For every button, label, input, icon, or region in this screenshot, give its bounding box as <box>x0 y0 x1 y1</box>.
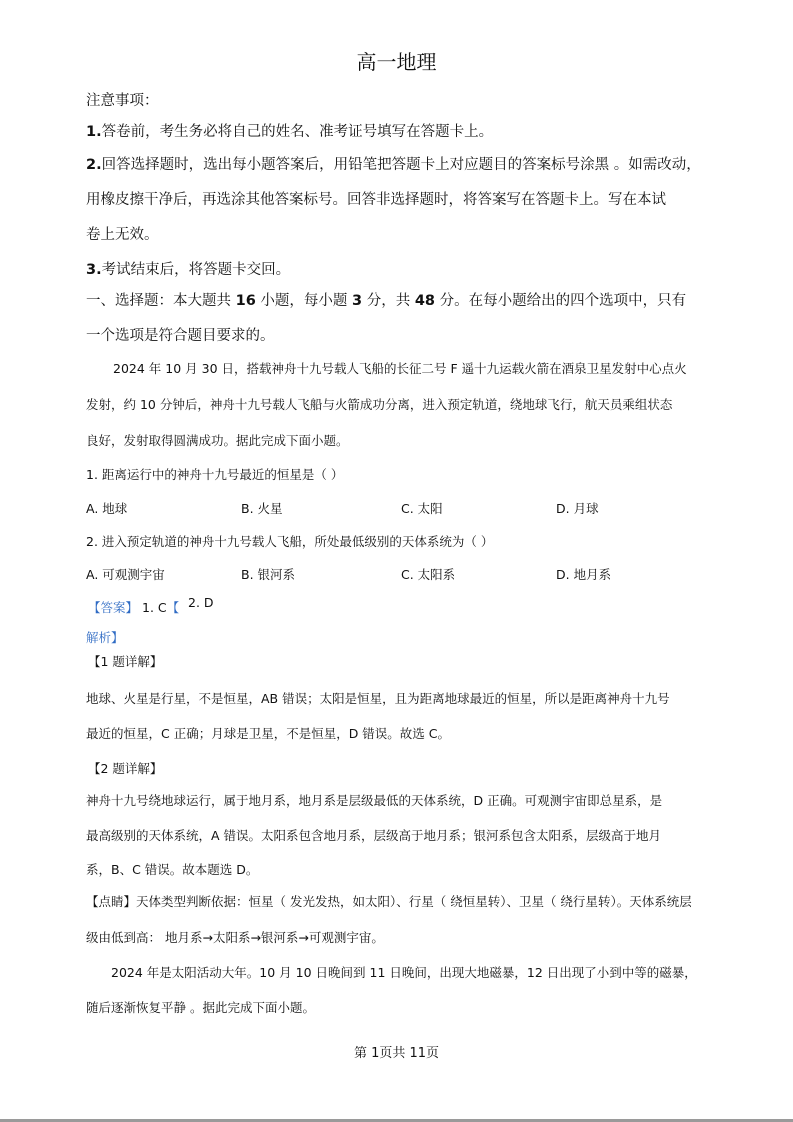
page-footer: 第 1页共 11页 <box>353 1046 440 1061</box>
question-2-option-b: B. 银河系 <box>241 567 296 582</box>
note-2-line-3: 卷上无效。 <box>86 227 159 243</box>
question-1-option-b: B. 火星 <box>241 501 283 516</box>
passage-1-line-3: 良好，发射取得圆满成功。据此完成下面小题。 <box>86 433 349 448</box>
tip-line-1: 【点睛】天体类型判断依据：恒星（ 发光发热，如太阳）、行星（ 绕恒星转）、卫星（ 绕行星转）。天体系统层 <box>86 894 692 909</box>
note-3 <box>86 258 290 279</box>
answer-line <box>88 598 179 616</box>
tip-label: 【点睛】 <box>86 894 137 909</box>
question-1-option-c: C. 太阳 <box>401 501 443 516</box>
detail-2-line-3: 系，B、C 错误。故本题选 D。 <box>86 862 259 877</box>
detail-2-heading: 【2 题详解】 <box>88 761 163 776</box>
detail-1-line-2: 最近的恒星，C 正确；月球是卫星，不是恒星，D 错误。故选 C。 <box>86 726 451 741</box>
section-heading-line-2: 一个选项是符合题目要求的。 <box>86 328 275 344</box>
analysis-label: 解析】 <box>86 630 124 645</box>
note-2-line-2: 用橡皮擦干净后，再选涂其他答案标号。回答非选择题时，将答案写在答题卡上。写在本试 <box>86 192 666 208</box>
detail-2-line-1: 神舟十九号绕地球运行，属于地月系，地月系是层级最低的天体系统，D 正确。可观测宇宙即总星系，是 <box>86 793 663 808</box>
detail-2-line-2: 最高级别的天体系统，A 错误。太阳系包含地月系，层级高于地月系；银河系包含太阳系，层级高于地月 <box>86 828 662 843</box>
detail-1-line-1: 地球、火星是行星，不是恒星，AB 错误；太阳是恒星，且为距离地球最近的恒星，所以是距离神舟十九号 <box>86 691 670 706</box>
tip-line-2: 级由低到高： 地月系→太阳系→银河系→可观测宇宙。 <box>86 930 384 945</box>
answer-1: 1. C <box>142 600 167 615</box>
question-1-option-a: A. 地球 <box>86 501 128 516</box>
note-3-text: 考试结束后，将答题卡交回。 <box>101 262 291 278</box>
section-heading-line-1: 一、选择题：本大题共 16 小题，每小题 3 分，共 48 分。在每小题给出的四个选项中，只有 <box>86 293 687 309</box>
note-1-text: 答卷前，考生务必将自己的姓名、准考证号填写在答题卡上。 <box>101 124 494 140</box>
answer-bracket: 【 <box>166 600 180 615</box>
note-1 <box>86 120 493 141</box>
points-each: 3 <box>352 293 363 309</box>
question-1-stem: 1. 距离运行中的神舟十九号最近的恒星是（ ） <box>86 467 344 482</box>
note-1-number: 1. <box>86 124 102 140</box>
question-2-option-d: D. 地月系 <box>556 567 612 582</box>
question-2-option-a: A. 可观测宇宙 <box>86 567 165 582</box>
page-title: 高一地理 <box>356 50 437 74</box>
note-2-number: 2. <box>86 157 102 173</box>
question-2-stem: 2. 进入预定轨道的神舟十九号载人飞船，所处最低级别的天体系统为（ ） <box>86 534 494 549</box>
question-count: 16 <box>235 293 256 309</box>
question-2-option-c: C. 太阳系 <box>401 567 456 582</box>
passage-1-line-2: 发射，约 10 分钟后，神舟十九号载人飞船与火箭成功分离，进入预定轨道，绕地球飞行，航天员乘组状态 <box>86 397 673 412</box>
note-2-line-1: 2.回答选择题时，选出每小题答案后，用铅笔把答题卡上对应题目的答案标号涂黑 。如需改动， <box>86 157 701 173</box>
passage-2-line-1: 2024 年是太阳活动大年。10 月 10 日晚间到 11 日晚间，出现大地磁暴，12 日出现了小到中等的磁暴， <box>111 965 697 980</box>
answer-2: 2. D <box>188 595 214 610</box>
detail-1-heading: 【1 题详解】 <box>88 654 163 669</box>
note-3-number: 3. <box>86 262 102 278</box>
total-points: 48 <box>414 293 436 309</box>
passage-2-line-2: 随后逐渐恢复平静 。据此完成下面小题。 <box>86 1000 315 1015</box>
question-1-option-d: D. 月球 <box>556 501 599 516</box>
notes-heading: 注意事项： <box>86 93 159 109</box>
answer-label: 【答案】 <box>88 600 139 615</box>
passage-1-line-1: 2024 年 10 月 30 日，搭载神舟十九号载人飞船的长征二号 F 遥十九运载火箭在酒泉卫星发射中心点火 <box>113 361 687 376</box>
